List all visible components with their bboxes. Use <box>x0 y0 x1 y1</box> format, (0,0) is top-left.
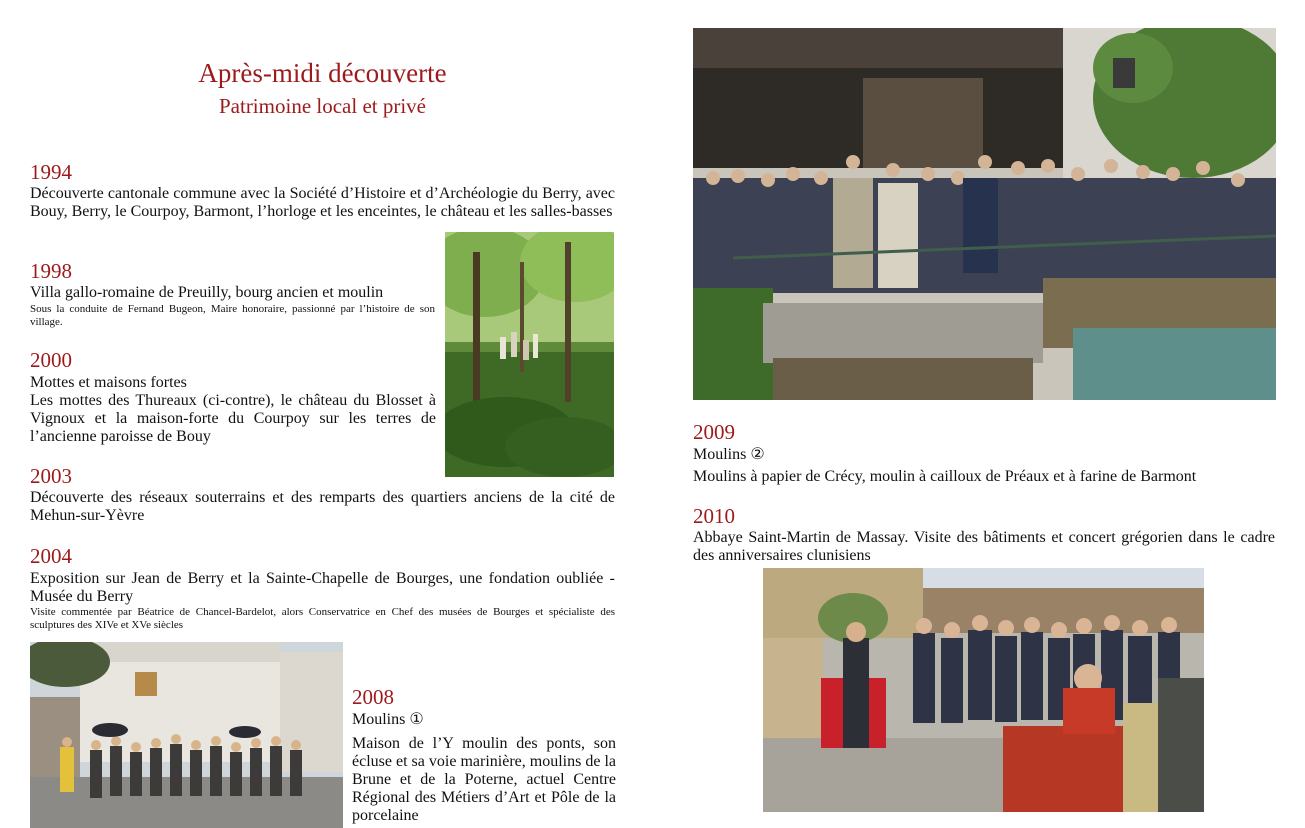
entry-2009-subtitle: Moulins ② <box>693 446 765 463</box>
year-2003: 2003 <box>30 464 72 488</box>
entry-1998-text: Villa gallo-romaine de Preuilly, bourg ancien et moulin <box>30 284 384 301</box>
year-2009: 2009 <box>693 420 735 444</box>
abbey-visit-photo-2010 <box>763 568 1204 812</box>
entry-2010-text: Abbaye Saint-Martin de Massay. Visite des bâtiments et concert grégorien dans le cadre des anniversaires clunisiens <box>693 529 1275 564</box>
entry-2009-text: Moulins à papier de Crécy, moulin à cailloux de Préaux et à farine de Barmont <box>693 468 1197 485</box>
entry-2004-note: Visite commentée par Béatrice de Chancel-Bardelot, alors Conservatrice en Chef des musées de Bourges et spécialiste des sculptures des XIVe et XVe siècles <box>30 606 615 631</box>
entry-2000-text: Les mottes des Thureaux (ci-contre), le château du Blosset à Vignoux et la maison-forte du Courpoy sur les terres de l’ancienne paroisse de Bouy <box>30 392 436 445</box>
entry-2000-subtitle: Mottes et maisons fortes <box>30 374 187 391</box>
year-1994: 1994 <box>30 160 72 184</box>
group-mill-photo-2008 <box>30 642 343 828</box>
entry-1998-note: Sous la conduite de Fernand Bugeon, Maire honoraire, passionné par l’histoire de son village. <box>30 303 435 328</box>
forest-walk-photo <box>445 232 614 477</box>
year-2000: 2000 <box>30 348 72 372</box>
year-2008: 2008 <box>352 685 394 709</box>
entry-2003-text: Découverte des réseaux souterrains et des remparts des quartiers anciens de la cité de Mehun-sur-Yèvre <box>30 489 615 524</box>
year-1998: 1998 <box>30 259 72 283</box>
entry-2008-subtitle: Moulins ① <box>352 711 424 728</box>
page-subtitle: Patrimoine local et privé <box>218 94 427 118</box>
entry-2008-text: Maison de l’Y moulin des ponts, son écluse et sa voie marinière, moulins de la Brune et de la Poterne, actuel Centre Régional des Métiers d’Art et Pôle de la porcelaine <box>352 735 616 824</box>
group-watermill-photo-2009 <box>693 28 1276 400</box>
entry-1994-text: Découverte cantonale commune avec la Société d’Histoire et d’Archéologie du Berry, avec Bouy, Berry, le Courpoy, Barmont, l’horloge et les enceintes, le château et les salles-basses <box>30 185 615 220</box>
year-2004: 2004 <box>30 544 72 568</box>
page-title: Après-midi découverte <box>198 58 447 88</box>
entry-2004-text: Exposition sur Jean de Berry et la Sainte-Chapelle de Bourges, une fondation oubliée - Musée du Berry <box>30 570 615 605</box>
year-2010: 2010 <box>693 504 735 528</box>
